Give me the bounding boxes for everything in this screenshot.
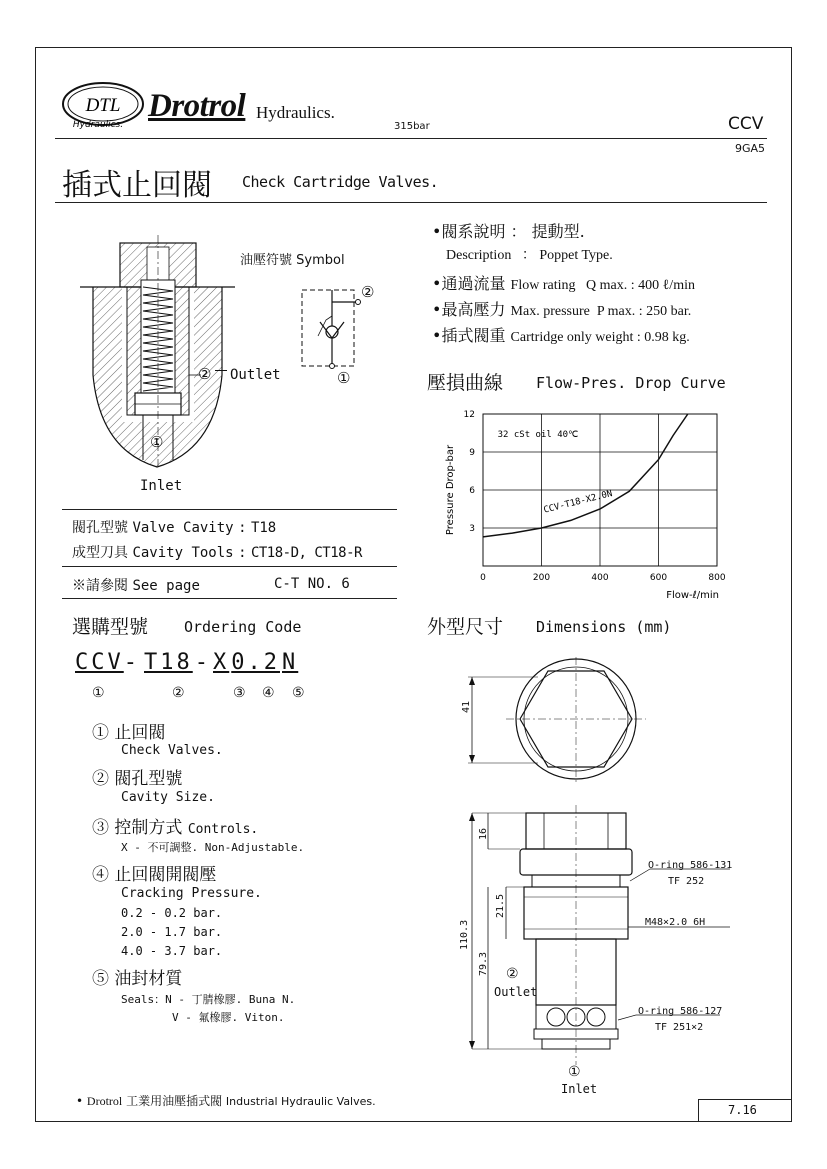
symbol-port-1: ① [337,369,351,387]
footer-note: • Drotrol 工業用油壓插式閥 Industrial Hydraulic Valves. [76,1094,376,1108]
y-tick-label-6: 6 [469,486,475,496]
option-1-desc: Check Valves. [121,743,223,758]
marker-3: ③ [233,685,246,701]
logo-text: DTL [85,95,121,116]
option-2-title: ② 閥孔型號 [92,769,183,789]
model-name: CCV [728,114,764,134]
cavity-rule-mid [62,566,397,567]
series-label: CCV-T18-X2.0N [542,488,614,516]
option-3-desc: X - 不可調整. Non-Adjustable. [121,841,305,854]
cavity-rule-top [62,509,397,510]
oring-2-label: O-ring 586-127 [638,1006,723,1017]
code-part-5: N [282,650,299,675]
option-4-value-3: 4.0 - 3.7 bar. [121,944,223,958]
dim-21-5: 21.5 [495,893,506,918]
option-4-title: ④ 止回閥開閥壓 [92,865,217,885]
curve-title-cn: 壓損曲線 [427,372,504,394]
cavity-row-3: ※請參閱 See page [72,578,200,594]
pressure-drop-chart [437,404,737,604]
option-1-title: ① 止回閥 [92,723,166,743]
dim-41: 41 [461,700,472,713]
x-tick-label-400: 400 [591,573,609,583]
dim-79-3: 79.3 [478,951,489,976]
x-axis-label: Flow-ℓ/min [666,590,719,601]
chart-annotation: 32 cSt oil 40℃ [497,429,579,440]
option-5-title: ⑤ 油封材質 [92,969,183,989]
x-tick-label-0: 0 [480,573,486,583]
dim-inlet-num: ① [568,1064,581,1080]
spec-weight: •插式閥重 Cartridge only weight : 0.98 kg. [432,326,690,345]
option-4-value-1: 0.2 - 0.2 bar. [121,906,223,920]
option-5-value-2: V - 氟橡膠. Viton. [172,1011,285,1024]
dim-outlet: Outlet [494,985,538,999]
page-number: 7.16 [728,1103,757,1117]
ordering-title-cn: 選購型號 [72,616,149,638]
marker-4: ④ [262,685,275,701]
header-rule [55,138,767,139]
curve-title-en: Flow-Pres. Drop Curve [536,374,726,392]
title-en: Check Cartridge Valves. [242,173,439,191]
cavity-row-2: 成型刀具 Cavity Tools : CT18-D, CT18-R [72,545,362,561]
code-part-3: X [213,650,230,675]
inlet-label: Inlet [140,478,183,494]
option-5-value-1: Seals：N - 丁腈橡膠. Buna N. [121,993,296,1006]
model-code: 9GA5 [735,142,766,155]
marker-1: ① [92,685,105,701]
brand-suffix: Hydraulics. [256,103,335,122]
outlet-label: Outlet [230,367,281,383]
inlet-port-num: ① [150,433,164,451]
spec-flow: •通過流量 Flow rating Q max. : 400 ℓ/min [432,274,695,293]
marker-2: ② [172,685,185,701]
code-part-1: CCV [75,650,124,675]
tf-1-label: TF 252 [668,876,705,887]
ordering-code: CCV- T18-X0.2N [75,650,299,675]
code-part-2: T18 [144,650,193,675]
option-4-value-2: 2.0 - 1.7 bar. [121,925,223,939]
outlet-leader [215,370,227,371]
x-tick-label-600: 600 [649,573,668,583]
cavity-page-ref: C-T NO. 6 [274,576,350,592]
symbol-label: 油壓符號 Symbol [240,253,345,268]
spec-description-en: Description ： Poppet Type. [446,248,613,263]
title-cn: 插式止回閥 [62,168,212,203]
dim-outlet-num: ② [506,966,519,982]
marker-5: ⑤ [292,685,305,701]
option-2-desc: Cavity Size. [121,790,215,805]
x-tick-label-800: 800 [708,573,726,583]
title-rule [55,202,767,203]
dim-110-3: 110.3 [459,919,470,950]
dim-16: 16 [478,827,489,840]
logo-ring-text: Hydraulics. [72,120,124,130]
option-3-title: ③ 控制方式 Controls. [92,818,259,838]
dimensions-title-cn: 外型尺寸 [427,616,504,638]
outlet-port-num: ② [198,365,212,383]
ordering-title-en: Ordering Code [184,618,302,636]
thread-label: M48×2.0 6H [645,917,706,928]
dim-inlet: Inlet [561,1082,598,1096]
y-tick-label-3: 3 [469,524,475,534]
dimensions-title-en: Dimensions (mm) [536,618,672,636]
y-tick-label-9: 9 [469,448,475,458]
tf-2-label: TF 251×2 [655,1022,704,1033]
symbol-port-2: ② [361,283,375,301]
y-axis-label: Pressure Drop-bar [445,444,456,536]
code-part-4: 0.2 [231,650,280,675]
oring-1-label: O-ring 586-131 [648,860,733,871]
option-4-desc: Cracking Pressure. [121,886,262,901]
cavity-row-1: 閥孔型號 Valve Cavity : T18 [72,520,277,536]
x-tick-label-200: 200 [532,573,551,583]
pressure-rating: 315bar [394,121,430,132]
cavity-rule-bottom [62,598,397,599]
y-tick-label-12: 12 [463,410,475,420]
spec-description: •閥系說明 ： 提動型. [432,222,585,241]
dtl-logo [58,80,148,132]
spec-pressure: •最高壓力 Max. pressure P max. : 250 bar. [432,300,692,319]
brand-name: Drotrol [148,88,246,124]
